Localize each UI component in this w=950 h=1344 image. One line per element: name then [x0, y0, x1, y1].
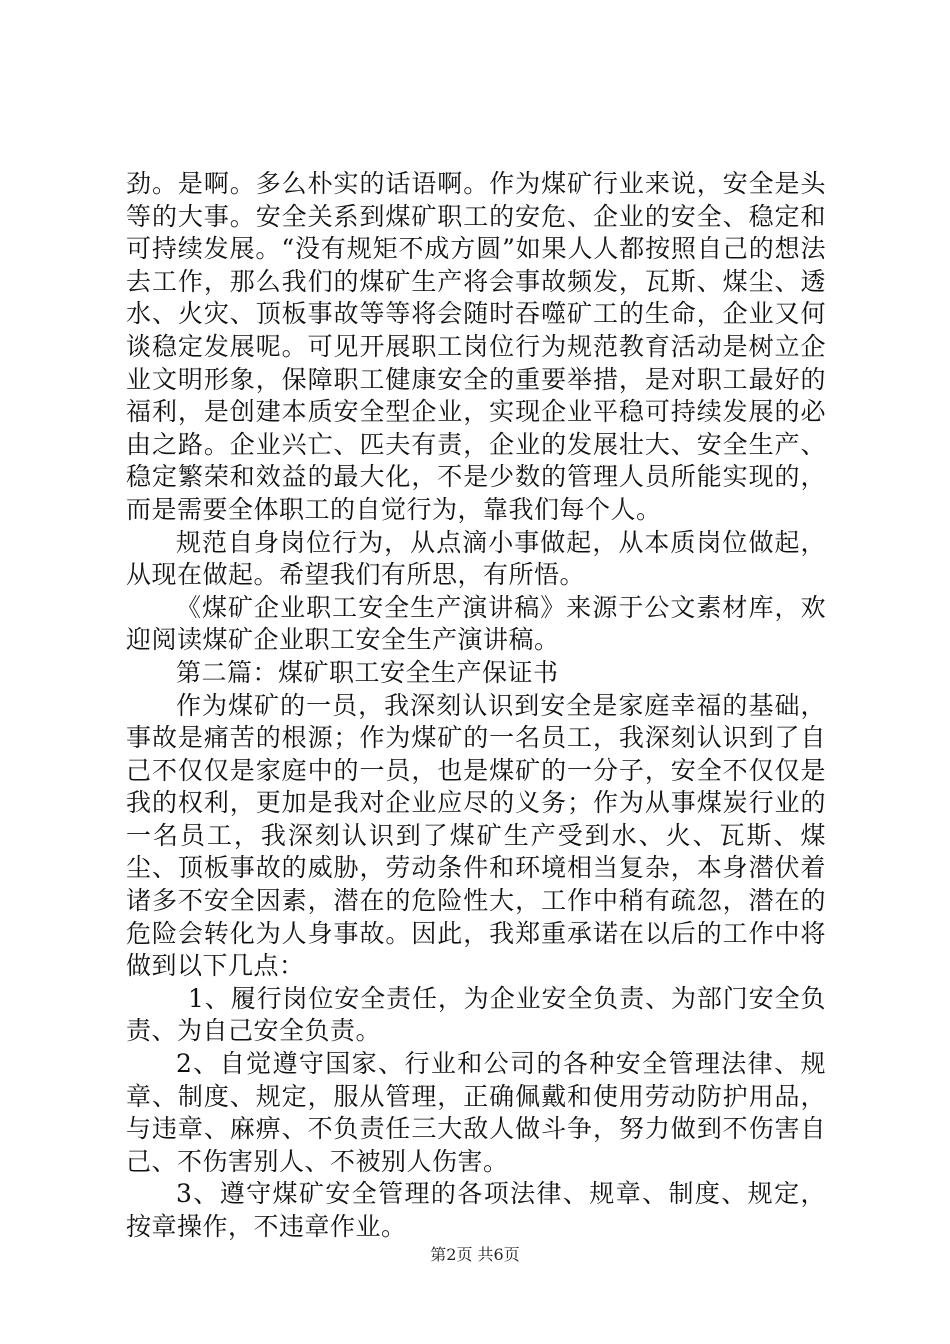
paragraph-standardize-behavior: 规范自身岗位行为，从点滴小事做起，从本质岗位做起，从现在做起。希望我们有所思，有所悟。 [126, 527, 826, 590]
pledge-item-1: 1、履行岗位安全责任，为企业安全负责、为部门安全负责、为自己安全负责。 [126, 983, 826, 1046]
paragraph-pledge-intro: 作为煤矿的一员，我深刻认识到安全是家庭幸福的基础，事故是痛苦的根源；作为煤矿的一名员工，我深刻认识到了自己不仅仅是家庭中的一员，也是煤矿的一分子，安全不仅仅是我的权利，更加是我对企业应尽的义务；作为从事煤炭行业的一名员工，我深刻认识到了煤矿生产受到水、火、瓦斯、煤尘、顶板事故的威胁，劳动条件和环境相当复杂，本身潜伏着诸多不安全因素，潜在的危险性大，工作中稍有疏忽，潜在的危险会转化为人身事故。因此，我郑重承诺在以后的工作中将做到以下几点： [126, 690, 826, 981]
pledge-item-3: 3、遵守煤矿安全管理的各项法律、规章、制度、规定，按章操作，不违章作业。 [126, 1179, 826, 1241]
paragraph-speech-continuation: 劲。是啊。多么朴实的话语啊。作为煤矿行业来说，安全是头等的大事。安全关系到煤矿职工的安危、企业的安全、稳定和可持续发展。“没有规矩不成方圆”如果人人都按照自己的想法去工作，那么我们的煤矿生产将会事故频发，瓦斯、煤尘、透水、火灾、顶板事故等等将会随时吞噬矿工的生命，企业又何谈稳定发展呢。可见开展职工岗位行为规范教育活动是树立企业文明形象，保障职工健康安全的重要举措，是对职工最好的福利，是创建本质安全型企业，实现企业平稳可持续发展的必由之路。企业兴亡、匹夫有责，企业的发展壮大、安全生产、稳定繁荣和效益的最大化，不是少数的管理人员所能实现的，而是需要全体职工的自觉行为，靠我们每个人。 [126, 169, 826, 524]
paragraph-source-note: 《煤矿企业职工安全生产演讲稿》来源于公文素材库，欢迎阅读煤矿企业职工安全生产演讲稿。 [126, 592, 826, 655]
section-heading-part-two: 第二篇：煤矿职工安全生产保证书 [176, 657, 559, 687]
pledge-item-2: 2、自觉遵守国家、行业和公司的各种安全管理法律、规章、制度、规定，服从管理，正确佩戴和使用劳动防护用品，与违章、麻痹、不负责任三大敌人做斗争，努力做到不伤害自己、不伤害别人、不被别人伤害。 [126, 1049, 826, 1176]
page-number-footer: 第2页 共6页 [430, 1245, 520, 1264]
document-body [126, 168, 826, 1244]
